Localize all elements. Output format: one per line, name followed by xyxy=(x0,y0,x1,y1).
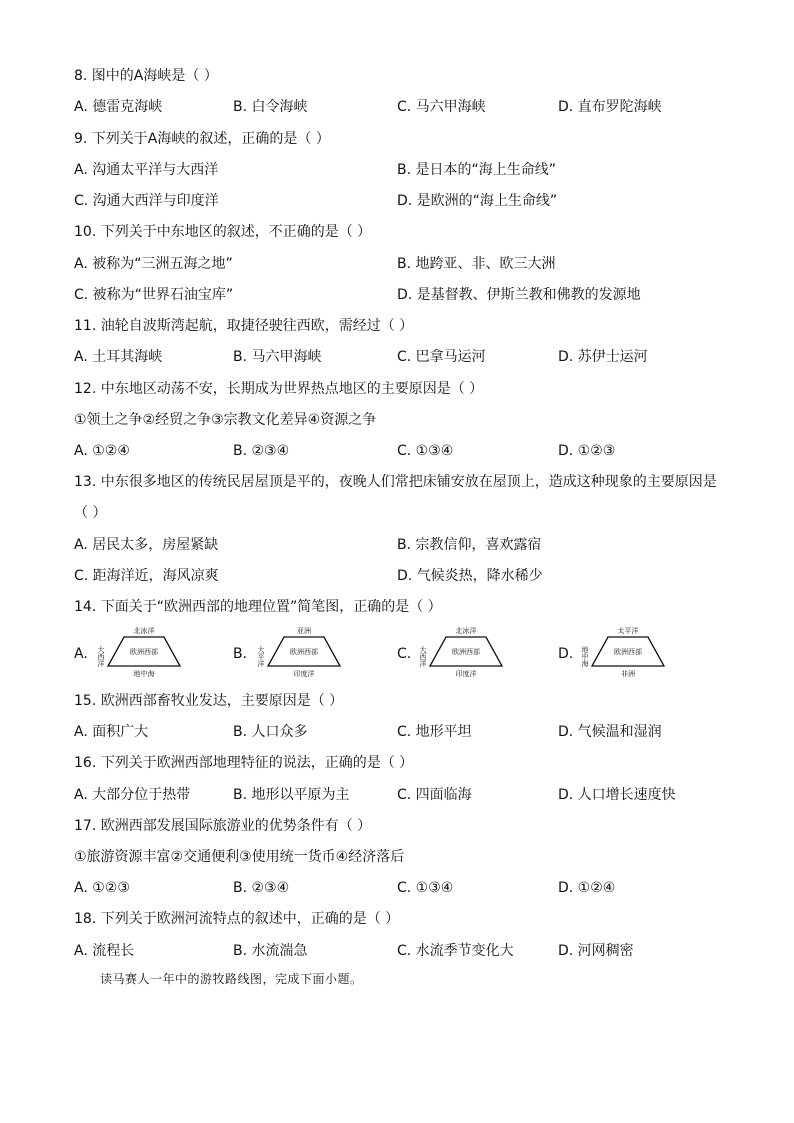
q11-option-b[interactable]: B. 马六甲海峡 xyxy=(233,349,322,365)
q8-option-b[interactable]: B. 白令海峡 xyxy=(233,99,308,115)
q8-option-a[interactable]: A. 德雷克海峡 xyxy=(74,99,163,115)
q8-option-c[interactable]: C. 马六甲海峡 xyxy=(397,99,486,115)
question-10-stem: 10. 下列关于中东地区的叙述，不正确的是（ ） xyxy=(74,224,372,240)
q10-option-d[interactable]: D. 是基督教、伊斯兰教和佛教的发源地 xyxy=(397,287,641,303)
q13-option-b[interactable]: B. 宗教信仰，喜欢露宿 xyxy=(397,537,542,553)
q11-option-c[interactable]: C. 巴拿马运河 xyxy=(397,349,486,365)
q8-option-d[interactable]: D. 直布罗陀海峡 xyxy=(558,99,662,115)
question-18-stem: 18. 下列关于欧洲河流特点的叙述中，正确的是（ ） xyxy=(74,911,400,927)
fig-d-center: 欧洲西部 xyxy=(614,648,642,656)
q14-option-b[interactable]: B. xyxy=(233,646,248,662)
q18-option-d[interactable]: D. 河网稠密 xyxy=(558,943,634,959)
question-15-stem: 15. 欧洲西部畜牧业发达，主要原因是（ ） xyxy=(74,693,344,709)
q14-option-d[interactable]: D. xyxy=(558,646,574,662)
fig-c-left: 大西洋 xyxy=(419,646,427,667)
question-16-stem: 16. 下列关于欧洲西部地理特征的说法，正确的是（ ） xyxy=(74,755,414,771)
q9-option-d[interactable]: D. 是欧洲的“海上生命线” xyxy=(397,193,558,209)
q17-option-c[interactable]: C. ①③④ xyxy=(397,880,454,896)
q15-option-d[interactable]: D. 气候温和湿润 xyxy=(558,724,662,740)
fig-c-bottom: 印度洋 xyxy=(455,670,477,678)
q9-option-a[interactable]: A. 沟通太平洋与大西洋 xyxy=(74,162,219,178)
fig-a-center: 欧洲西部 xyxy=(130,648,158,656)
fig-a-top: 北冰洋 xyxy=(133,627,155,635)
q15-option-a[interactable]: A. 面积广大 xyxy=(74,724,149,740)
q18-option-a[interactable]: A. 流程长 xyxy=(74,943,135,959)
fig-d-bottom: 非洲 xyxy=(621,670,635,678)
q16-option-b[interactable]: B. 地形以平原为主 xyxy=(233,787,350,803)
q15-option-b[interactable]: B. 人口众多 xyxy=(233,724,308,740)
q14-figure-c xyxy=(416,624,512,680)
q14-figure-d xyxy=(578,624,674,680)
q10-option-c[interactable]: C. 被称为“世界石油宝库” xyxy=(74,287,234,303)
q12-option-b[interactable]: B. ②③④ xyxy=(233,443,290,459)
q18-option-b[interactable]: B. 水流湍急 xyxy=(233,943,308,959)
question-13-stem: 13. 中东很多地区的传统民居屋顶是平的，夜晚人们常把床铺安放在屋顶上，造成这种现象的主要原因是 xyxy=(74,474,717,490)
q17-option-a[interactable]: A. ①②③ xyxy=(74,880,130,896)
fig-b-top: 亚洲 xyxy=(297,627,311,635)
q12-option-d[interactable]: D. ①②③ xyxy=(558,443,616,459)
q18-option-c[interactable]: C. 水流季节变化大 xyxy=(397,943,514,959)
q12-statements: ①领土之争②经贸之争③宗教文化差异④资源之争 xyxy=(74,412,377,428)
q11-option-a[interactable]: A. 土耳其海峡 xyxy=(74,349,163,365)
q10-option-b[interactable]: B. 地跨亚、非、欧三大洲 xyxy=(397,256,556,272)
q13-option-d[interactable]: D. 气候炎热，降水稀少 xyxy=(397,568,543,584)
question-8-stem: 8. 图中的A海峡是（ ） xyxy=(74,68,218,84)
q14-figure-b xyxy=(254,624,350,680)
q9-option-c[interactable]: C. 沟通大西洋与印度洋 xyxy=(74,193,219,209)
question-13-stem-cont: （ ） xyxy=(74,505,107,521)
question-17-stem: 17. 欧洲西部发展国际旅游业的优势条件有（ ） xyxy=(74,818,372,834)
q17-statements: ①旅游资源丰富②交通便利③使用统一货币④经济落后 xyxy=(74,849,405,865)
question-12-stem: 12. 中东地区动荡不安，长期成为世界热点地区的主要原因是（ ） xyxy=(74,381,484,397)
question-9-stem: 9. 下列关于A海峡的叙述，正确的是（ ） xyxy=(74,131,330,147)
q12-option-a[interactable]: A. ①②④ xyxy=(74,443,130,459)
q10-option-a[interactable]: A. 被称为“三洲五海之地” xyxy=(74,256,233,272)
q13-option-a[interactable]: A. 居民太多，房屋紧缺 xyxy=(74,537,219,553)
reading-instruction: 读马赛人一年中的游牧路线图，完成下面小题。 xyxy=(100,972,363,986)
q14-option-a[interactable]: A. xyxy=(74,646,88,662)
q17-option-d[interactable]: D. ①②④ xyxy=(558,880,616,896)
q11-option-d[interactable]: D. 苏伊士运河 xyxy=(558,349,648,365)
q17-option-b[interactable]: B. ②③④ xyxy=(233,880,290,896)
q15-option-c[interactable]: C. 地形平坦 xyxy=(397,724,472,740)
fig-a-left: 大西洋 xyxy=(97,646,105,667)
fig-b-left: 大平洋 xyxy=(257,646,265,667)
q14-option-c[interactable]: C. xyxy=(397,646,412,662)
question-14-stem: 14. 下面关于“欧洲西部的地理位置”简笔图，正确的是（ ） xyxy=(74,599,442,615)
q16-option-a[interactable]: A. 大部分位于热带 xyxy=(74,787,191,803)
q16-option-d[interactable]: D. 人口增长速度快 xyxy=(558,787,676,803)
fig-b-center: 欧洲西部 xyxy=(290,648,318,656)
q9-option-b[interactable]: B. 是日本的“海上生命线” xyxy=(397,162,557,178)
fig-b-bottom: 印度洋 xyxy=(293,670,315,678)
fig-a-bottom: 地中海 xyxy=(133,670,155,678)
fig-d-top: 太平洋 xyxy=(617,627,639,635)
q14-figure-a xyxy=(94,624,190,680)
question-11-stem: 11. 油轮自波斯湾起航，取捷径驶往西欧，需经过（ ） xyxy=(74,318,414,334)
q12-option-c[interactable]: C. ①③④ xyxy=(397,443,454,459)
q16-option-c[interactable]: C. 四面临海 xyxy=(397,787,472,803)
fig-d-left: 地中海 xyxy=(581,646,589,667)
fig-c-top: 北冰洋 xyxy=(455,627,477,635)
q13-option-c[interactable]: C. 距海洋近，海风凉爽 xyxy=(74,568,219,584)
fig-c-center: 欧洲西部 xyxy=(452,648,480,656)
